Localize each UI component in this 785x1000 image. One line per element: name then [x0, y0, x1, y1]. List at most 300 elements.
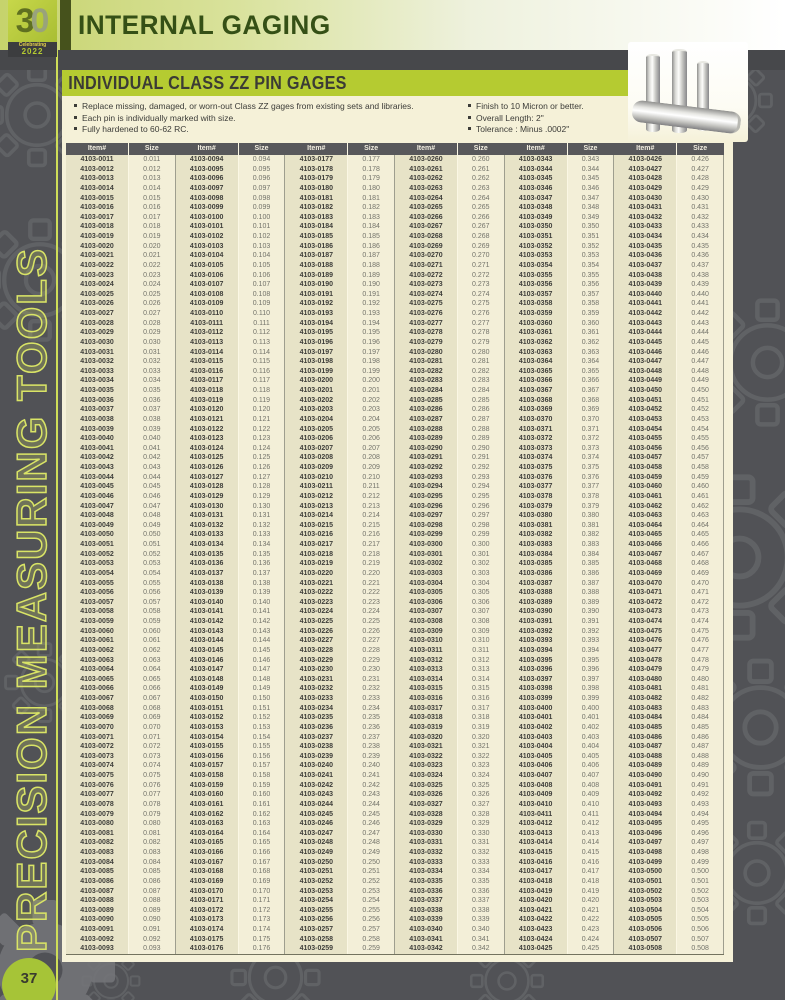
size-cell: 0.349	[568, 213, 614, 223]
item-number-cell: 4103-0473	[614, 607, 677, 617]
item-number-cell: 4103-0211	[285, 482, 348, 492]
row-pair	[66, 348, 176, 358]
size-cell: 0.128	[239, 482, 285, 492]
row-pair	[614, 165, 724, 175]
item-number-cell: 4103-0097	[176, 184, 239, 194]
item-number-cell: 4103-0213	[285, 502, 348, 512]
table-row	[66, 251, 724, 261]
size-cell: 0.427	[677, 165, 723, 175]
row-pair	[66, 569, 176, 579]
item-number-cell: 4103-0149	[176, 684, 239, 694]
row-pair	[614, 704, 724, 714]
size-cell: 0.225	[348, 617, 394, 627]
size-cell: 0.273	[458, 280, 504, 290]
size-cell: 0.231	[348, 675, 394, 685]
row-pair	[285, 328, 395, 338]
table-row	[66, 328, 724, 338]
row-pair	[285, 704, 395, 714]
row-pair	[66, 925, 176, 935]
size-cell: 0.418	[568, 877, 614, 887]
size-cell: 0.043	[129, 463, 175, 473]
size-cell: 0.177	[348, 155, 394, 165]
size-cell: 0.088	[129, 896, 175, 906]
item-number-cell: 4103-0059	[66, 617, 129, 627]
anniversary-caption: Celebrating 2022	[8, 42, 57, 57]
size-cell: 0.470	[677, 579, 723, 589]
item-number-cell: 4103-0182	[285, 203, 348, 213]
row-pair	[614, 559, 724, 569]
row-pair	[614, 492, 724, 502]
row-pair	[285, 386, 395, 396]
row-pair	[505, 742, 615, 752]
size-header-label: Size	[693, 145, 708, 152]
size-cell: 0.303	[458, 569, 504, 579]
item-number-cell: 4103-0208	[285, 453, 348, 463]
size-cell: 0.247	[348, 829, 394, 839]
row-pair	[395, 194, 505, 204]
row-pair	[285, 425, 395, 435]
item-number-cell: 4103-0085	[66, 867, 129, 877]
table-row	[66, 790, 724, 800]
size-cell: 0.414	[568, 838, 614, 848]
row-pair	[505, 511, 615, 521]
row-pair	[614, 299, 724, 309]
item-number-cell: 4103-0231	[285, 675, 348, 685]
table-row	[66, 723, 724, 733]
size-cell: 0.333	[458, 858, 504, 868]
size-cell: 0.167	[239, 858, 285, 868]
row-pair	[395, 694, 505, 704]
item-number-cell: 4103-0048	[66, 511, 129, 521]
row-pair	[395, 396, 505, 406]
item-header-label: Item#	[176, 143, 239, 155]
size-cell: 0.441	[677, 299, 723, 309]
row-pair	[176, 935, 286, 945]
row-pair	[176, 251, 286, 261]
row-pair	[285, 444, 395, 454]
item-number-cell: 4103-0436	[614, 251, 677, 261]
item-number-cell: 4103-0373	[505, 444, 568, 454]
item-number-cell: 4103-0407	[505, 771, 568, 781]
row-pair	[176, 858, 286, 868]
size-cell: 0.279	[458, 338, 504, 348]
size-cell: 0.250	[348, 858, 394, 868]
size-cell: 0.204	[348, 415, 394, 425]
size-cell: 0.169	[239, 877, 285, 887]
size-cell: 0.114	[239, 348, 285, 358]
item-number-cell: 4103-0278	[395, 328, 458, 338]
row-pair	[176, 636, 286, 646]
row-pair	[176, 598, 286, 608]
size-cell: 0.192	[348, 299, 394, 309]
item-number-cell: 4103-0491	[614, 781, 677, 791]
row-pair	[285, 713, 395, 723]
row-pair	[395, 733, 505, 743]
item-number-cell: 4103-0130	[176, 502, 239, 512]
item-number-cell: 4103-0023	[66, 271, 129, 281]
row-pair	[176, 386, 286, 396]
size-cell: 0.133	[239, 530, 285, 540]
row-pair	[176, 694, 286, 704]
item-number-cell: 4103-0499	[614, 858, 677, 868]
item-number-cell: 4103-0104	[176, 251, 239, 261]
row-pair	[66, 617, 176, 627]
size-cell: 0.291	[458, 453, 504, 463]
size-cell: 0.456	[677, 444, 723, 454]
item-number-cell: 4103-0323	[395, 761, 458, 771]
item-number-cell: 4103-0430	[614, 194, 677, 204]
item-number-cell: 4103-0192	[285, 299, 348, 309]
table-row	[66, 761, 724, 771]
size-cell: 0.097	[239, 184, 285, 194]
size-cell: 0.365	[568, 367, 614, 377]
item-number-cell: 4103-0164	[176, 829, 239, 839]
item-number-cell: 4103-0316	[395, 694, 458, 704]
item-number-cell: 4103-0439	[614, 280, 677, 290]
row-pair	[66, 646, 176, 656]
size-cell: 0.217	[348, 540, 394, 550]
row-pair	[505, 348, 615, 358]
header-pair	[176, 143, 286, 155]
size-cell: 0.266	[458, 213, 504, 223]
row-pair	[395, 550, 505, 560]
item-number-cell: 4103-0479	[614, 665, 677, 675]
row-pair	[395, 906, 505, 916]
row-pair	[614, 636, 724, 646]
row-pair	[176, 155, 286, 165]
row-pair	[176, 530, 286, 540]
size-cell: 0.242	[348, 781, 394, 791]
row-pair	[285, 367, 395, 377]
size-cell: 0.458	[677, 463, 723, 473]
row-pair	[285, 810, 395, 820]
size-cell: 0.312	[458, 656, 504, 666]
item-number-cell: 4103-0251	[285, 867, 348, 877]
row-pair	[505, 723, 615, 733]
size-cell: 0.220	[348, 569, 394, 579]
size-cell: 0.232	[348, 684, 394, 694]
item-number-cell: 4103-0501	[614, 877, 677, 887]
item-number-cell: 4103-0482	[614, 694, 677, 704]
row-pair	[66, 299, 176, 309]
item-number-cell: 4103-0291	[395, 453, 458, 463]
row-pair	[395, 704, 505, 714]
item-number-cell: 4103-0294	[395, 482, 458, 492]
item-number-cell: 4103-0033	[66, 367, 129, 377]
item-number-cell: 4103-0405	[505, 752, 568, 762]
item-number-cell: 4103-0481	[614, 684, 677, 694]
size-cell: 0.115	[239, 357, 285, 367]
item-number-cell: 4103-0205	[285, 425, 348, 435]
item-number-cell: 4103-0387	[505, 579, 568, 589]
size-cell: 0.408	[568, 781, 614, 791]
header-pair	[505, 143, 615, 155]
row-pair	[505, 203, 615, 213]
item-number-cell: 4103-0264	[395, 194, 458, 204]
item-number-cell: 4103-0284	[395, 386, 458, 396]
row-pair	[176, 810, 286, 820]
row-pair	[505, 550, 615, 560]
item-number-cell: 4103-0310	[395, 636, 458, 646]
item-number-cell: 4103-0295	[395, 492, 458, 502]
size-cell: 0.015	[129, 194, 175, 204]
size-cell: 0.065	[129, 675, 175, 685]
item-number-cell: 4103-0327	[395, 800, 458, 810]
row-pair	[176, 232, 286, 242]
item-number-cell: 4103-0098	[176, 194, 239, 204]
size-cell: 0.383	[568, 540, 614, 550]
row-pair	[176, 511, 286, 521]
row-pair	[395, 511, 505, 521]
size-cell: 0.500	[677, 867, 723, 877]
item-number-cell: 4103-0411	[505, 810, 568, 820]
row-pair	[176, 309, 286, 319]
size-cell: 0.132	[239, 521, 285, 531]
size-cell: 0.397	[568, 675, 614, 685]
item-number-cell: 4103-0329	[395, 819, 458, 829]
table-row	[66, 867, 724, 877]
size-cell: 0.275	[458, 299, 504, 309]
size-cell: 0.486	[677, 733, 723, 743]
row-pair	[66, 261, 176, 271]
size-cell: 0.052	[129, 550, 175, 560]
row-pair	[176, 713, 286, 723]
item-number-cell: 4103-0051	[66, 540, 129, 550]
size-cell: 0.403	[568, 733, 614, 743]
item-number-cell: 4103-0159	[176, 781, 239, 791]
item-number-cell: 4103-0307	[395, 607, 458, 617]
row-pair	[505, 848, 615, 858]
size-cell: 0.019	[129, 232, 175, 242]
table-row	[66, 271, 724, 281]
row-pair	[395, 405, 505, 415]
row-pair	[66, 915, 176, 925]
size-cell: 0.155	[239, 742, 285, 752]
item-number-cell: 4103-0455	[614, 434, 677, 444]
row-pair	[66, 588, 176, 598]
item-number-cell: 4103-0035	[66, 386, 129, 396]
size-cell: 0.465	[677, 530, 723, 540]
item-number-cell: 4103-0076	[66, 781, 129, 791]
item-number-cell: 4103-0447	[614, 357, 677, 367]
row-pair	[176, 184, 286, 194]
size-cell: 0.395	[568, 656, 614, 666]
item-number-cell: 4103-0227	[285, 636, 348, 646]
item-number-cell: 4103-0468	[614, 559, 677, 569]
size-cell: 0.041	[129, 444, 175, 454]
table-row	[66, 405, 724, 415]
row-pair	[614, 184, 724, 194]
row-pair	[66, 559, 176, 569]
size-cell: 0.452	[677, 405, 723, 415]
size-cell: 0.318	[458, 713, 504, 723]
size-cell: 0.252	[348, 877, 394, 887]
size-cell: 0.409	[568, 790, 614, 800]
size-cell: 0.013	[129, 174, 175, 184]
item-number-cell: 4103-0422	[505, 915, 568, 925]
size-cell: 0.476	[677, 636, 723, 646]
item-number-cell: 4103-0345	[505, 174, 568, 184]
item-number-cell: 4103-0322	[395, 752, 458, 762]
size-cell: 0.362	[568, 338, 614, 348]
item-number-cell: 4103-0047	[66, 502, 129, 512]
item-number-cell: 4103-0125	[176, 453, 239, 463]
row-pair	[395, 309, 505, 319]
row-pair	[614, 752, 724, 762]
row-pair	[395, 627, 505, 637]
size-cell: 0.183	[348, 213, 394, 223]
row-pair	[285, 877, 395, 887]
size-cell: 0.140	[239, 598, 285, 608]
size-cell: 0.195	[348, 328, 394, 338]
item-number-cell: 4103-0362	[505, 338, 568, 348]
size-cell: 0.057	[129, 598, 175, 608]
size-cell: 0.262	[458, 174, 504, 184]
size-cell: 0.390	[568, 607, 614, 617]
item-number-cell: 4103-0256	[285, 915, 348, 925]
row-pair	[285, 800, 395, 810]
size-cell: 0.300	[458, 540, 504, 550]
row-pair	[614, 761, 724, 771]
size-cell: 0.102	[239, 232, 285, 242]
item-number-cell: 4103-0143	[176, 627, 239, 637]
size-cell: 0.315	[458, 684, 504, 694]
item-number-cell: 4103-0044	[66, 473, 129, 483]
size-cell: 0.190	[348, 280, 394, 290]
size-cell: 0.413	[568, 829, 614, 839]
bullet-item: Each pin is individually marked with size.	[74, 113, 414, 125]
item-number-cell: 4103-0156	[176, 752, 239, 762]
item-number-cell: 4103-0162	[176, 810, 239, 820]
row-pair	[176, 348, 286, 358]
item-number-cell: 4103-0406	[505, 761, 568, 771]
size-cell: 0.191	[348, 290, 394, 300]
size-cell: 0.301	[458, 550, 504, 560]
row-pair	[614, 415, 724, 425]
size-cell: 0.025	[129, 290, 175, 300]
size-cell: 0.302	[458, 559, 504, 569]
size-cell: 0.029	[129, 328, 175, 338]
size-cell: 0.415	[568, 848, 614, 858]
item-number-cell: 4103-0239	[285, 752, 348, 762]
table-row	[66, 453, 724, 463]
item-number-cell: 4103-0209	[285, 463, 348, 473]
row-pair	[614, 405, 724, 415]
row-pair	[614, 944, 724, 954]
size-cell: 0.267	[458, 222, 504, 232]
size-cell: 0.148	[239, 675, 285, 685]
row-pair	[176, 203, 286, 213]
item-header-label: Item#	[614, 143, 677, 155]
table-row	[66, 415, 724, 425]
row-pair	[395, 165, 505, 175]
size-cell: 0.017	[129, 213, 175, 223]
row-pair	[66, 742, 176, 752]
size-cell: 0.439	[677, 280, 723, 290]
size-cell: 0.108	[239, 290, 285, 300]
item-number-cell: 4103-0489	[614, 761, 677, 771]
size-cell: 0.355	[568, 271, 614, 281]
row-pair	[176, 848, 286, 858]
item-number-cell: 4103-0423	[505, 925, 568, 935]
item-number-cell: 4103-0174	[176, 925, 239, 935]
table-row	[66, 203, 724, 213]
item-number-cell: 4103-0389	[505, 598, 568, 608]
size-cell: 0.474	[677, 617, 723, 627]
row-pair	[176, 559, 286, 569]
row-pair	[66, 819, 176, 829]
row-pair	[285, 242, 395, 252]
item-number-cell: 4103-0203	[285, 405, 348, 415]
size-cell: 0.404	[568, 742, 614, 752]
item-number-cell: 4103-0036	[66, 396, 129, 406]
item-number-cell: 4103-0448	[614, 367, 677, 377]
size-cell: 0.031	[129, 348, 175, 358]
item-number-cell: 4103-0065	[66, 675, 129, 685]
table-row	[66, 781, 724, 791]
size-cell: 0.175	[239, 935, 285, 945]
row-pair	[505, 174, 615, 184]
row-pair	[285, 492, 395, 502]
item-number-cell: 4103-0367	[505, 386, 568, 396]
row-pair	[176, 819, 286, 829]
row-pair	[176, 482, 286, 492]
size-cell: 0.248	[348, 838, 394, 848]
row-pair	[66, 800, 176, 810]
row-pair	[505, 887, 615, 897]
size-cell: 0.026	[129, 299, 175, 309]
row-pair	[285, 848, 395, 858]
size-cell: 0.278	[458, 328, 504, 338]
item-number-cell: 4103-0200	[285, 376, 348, 386]
item-number-cell: 4103-0187	[285, 251, 348, 261]
row-pair	[285, 434, 395, 444]
item-number-cell: 4103-0188	[285, 261, 348, 271]
item-number-cell: 4103-0443	[614, 319, 677, 329]
size-cell: 0.316	[458, 694, 504, 704]
item-number-cell: 4103-0255	[285, 906, 348, 916]
item-number-cell: 4103-0081	[66, 829, 129, 839]
size-cell: 0.141	[239, 607, 285, 617]
size-cell: 0.269	[458, 242, 504, 252]
size-cell: 0.305	[458, 588, 504, 598]
item-number-cell: 4103-0220	[285, 569, 348, 579]
size-cell: 0.047	[129, 502, 175, 512]
size-cell: 0.445	[677, 338, 723, 348]
size-cell: 0.483	[677, 704, 723, 714]
table-row	[66, 348, 724, 358]
sidebar-accent-line	[56, 50, 58, 1000]
size-cell: 0.096	[239, 174, 285, 184]
size-cell: 0.297	[458, 511, 504, 521]
item-number-cell: 4103-0469	[614, 569, 677, 579]
size-cell: 0.081	[129, 829, 175, 839]
row-pair	[176, 579, 286, 589]
size-cell: 0.497	[677, 838, 723, 848]
row-pair	[505, 251, 615, 261]
item-number-cell: 4103-0155	[176, 742, 239, 752]
row-pair	[395, 848, 505, 858]
item-number-cell: 4103-0176	[176, 944, 239, 954]
item-number-cell: 4103-0382	[505, 530, 568, 540]
item-number-cell: 4103-0279	[395, 338, 458, 348]
item-number-cell: 4103-0100	[176, 213, 239, 223]
size-cell: 0.215	[348, 521, 394, 531]
item-number-cell: 4103-0128	[176, 482, 239, 492]
size-cell: 0.172	[239, 906, 285, 916]
item-number-cell: 4103-0243	[285, 790, 348, 800]
row-pair	[614, 242, 724, 252]
